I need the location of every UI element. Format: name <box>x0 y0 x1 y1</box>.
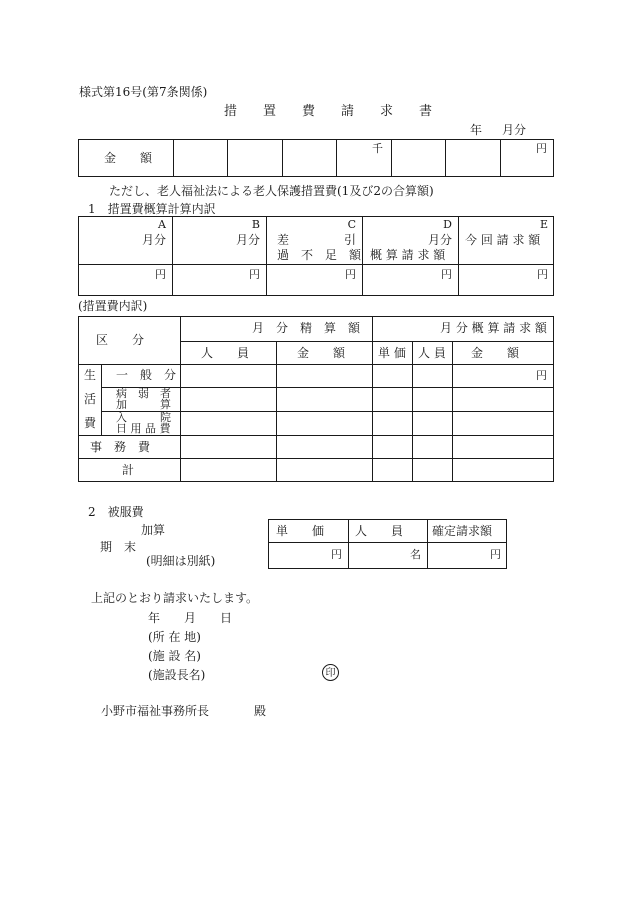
closing-date: 年 月 日 <box>148 611 233 625</box>
breakdown-yen: 円 <box>536 369 547 382</box>
row-hosp-1: 入 院 <box>116 411 171 424</box>
col-c-hiki: 引 <box>344 233 357 247</box>
row-general: 一 般 分 <box>116 368 177 382</box>
col-d-month: 月分 <box>427 233 452 247</box>
clothing-yen-1: 円 <box>331 548 342 561</box>
label-kasan: 加算 <box>141 523 166 537</box>
living-char-3: 費 <box>84 416 97 430</box>
col-e-yen: 円 <box>537 268 548 281</box>
row-admin: 事 務 費 <box>90 440 151 454</box>
clothing-mei: 名 <box>410 548 421 561</box>
form-title: 措 置 費 請 求 書 <box>224 104 433 119</box>
col-c-yen: 円 <box>345 268 356 281</box>
closing-statement: 上記のとおり請求いたします。 <box>91 591 259 605</box>
row-total: 計 <box>122 463 135 477</box>
clothing-unit-price: 単 価 <box>276 524 325 538</box>
unit-price-header: 単 価 <box>378 346 406 360</box>
col-d-yen: 円 <box>441 268 452 281</box>
breakdown-title: (措置費内訳) <box>78 299 148 313</box>
closing-address: (所 在 地) <box>148 630 201 644</box>
amount-label: 金 額 <box>104 151 153 165</box>
clothing-yen-2: 円 <box>490 548 501 561</box>
amount-yen-unit: 円 <box>536 142 547 155</box>
note-text: ただし、老人福祉法による老人保護措置費(1及び2の合算額) <box>109 184 434 198</box>
estimate-header: 月 分 概 算 請 求 額 <box>440 321 547 335</box>
amount-header: 金 額 <box>297 346 346 360</box>
seal-mark: 印 <box>322 664 339 681</box>
row-sick-2: 加 算 <box>116 398 171 411</box>
col-b-month: 月分 <box>235 233 260 247</box>
col-a-month: 月分 <box>141 233 166 247</box>
header-year: 年 <box>470 123 483 137</box>
col-e-letter: E <box>539 218 548 231</box>
col-a-letter: A <box>158 218 166 231</box>
clothing-confirmed: 確定請求額 <box>432 524 493 538</box>
col-e-current: 今 回 請 求 額 <box>465 233 541 247</box>
row-sick-1: 病 弱 者 <box>116 387 171 400</box>
col-d-letter: D <box>443 218 452 231</box>
col-c-letter: C <box>347 218 356 231</box>
col-b-yen: 円 <box>249 268 260 281</box>
living-char-2: 活 <box>84 392 97 406</box>
col-c-kafusoku: 過 不 足 額 <box>277 248 362 262</box>
header-month-part: 月分 <box>502 123 527 137</box>
col-a-yen: 円 <box>155 268 166 281</box>
category-header: 区 分 <box>96 333 145 347</box>
amount2-header: 金 額 <box>471 346 520 360</box>
label-kimatsu: 期 末 <box>100 540 137 554</box>
row-hosp-2: 日 用 品 費 <box>116 422 171 435</box>
col-b-letter: B <box>251 218 260 231</box>
clothing-people: 人 員 <box>355 524 404 538</box>
section2-title: 2 被服費 <box>88 505 144 519</box>
col-c-sa: 差 <box>277 233 290 247</box>
settled-header: 月 分 精 算 額 <box>252 321 361 335</box>
people-header: 人 員 <box>201 346 250 360</box>
closing-facility: (施 設 名) <box>148 649 201 663</box>
label-detail: (明細は別紙) <box>146 554 216 568</box>
form-number: 様式第16号(第7条関係) <box>79 85 208 99</box>
people-short-header: 人 員 <box>418 346 446 360</box>
closing-director: (施設長名) <box>148 668 206 682</box>
thousand-unit: 千 <box>372 142 383 155</box>
addressee-name: 小野市福祉事務所長 <box>101 704 210 718</box>
section1-title: 1 措置費概算計算内訳 <box>88 202 216 216</box>
col-d-estimate: 概 算 請 求 額 <box>370 248 446 262</box>
living-char-1: 生 <box>84 368 97 382</box>
addressee-honorific: 殿 <box>254 704 267 718</box>
